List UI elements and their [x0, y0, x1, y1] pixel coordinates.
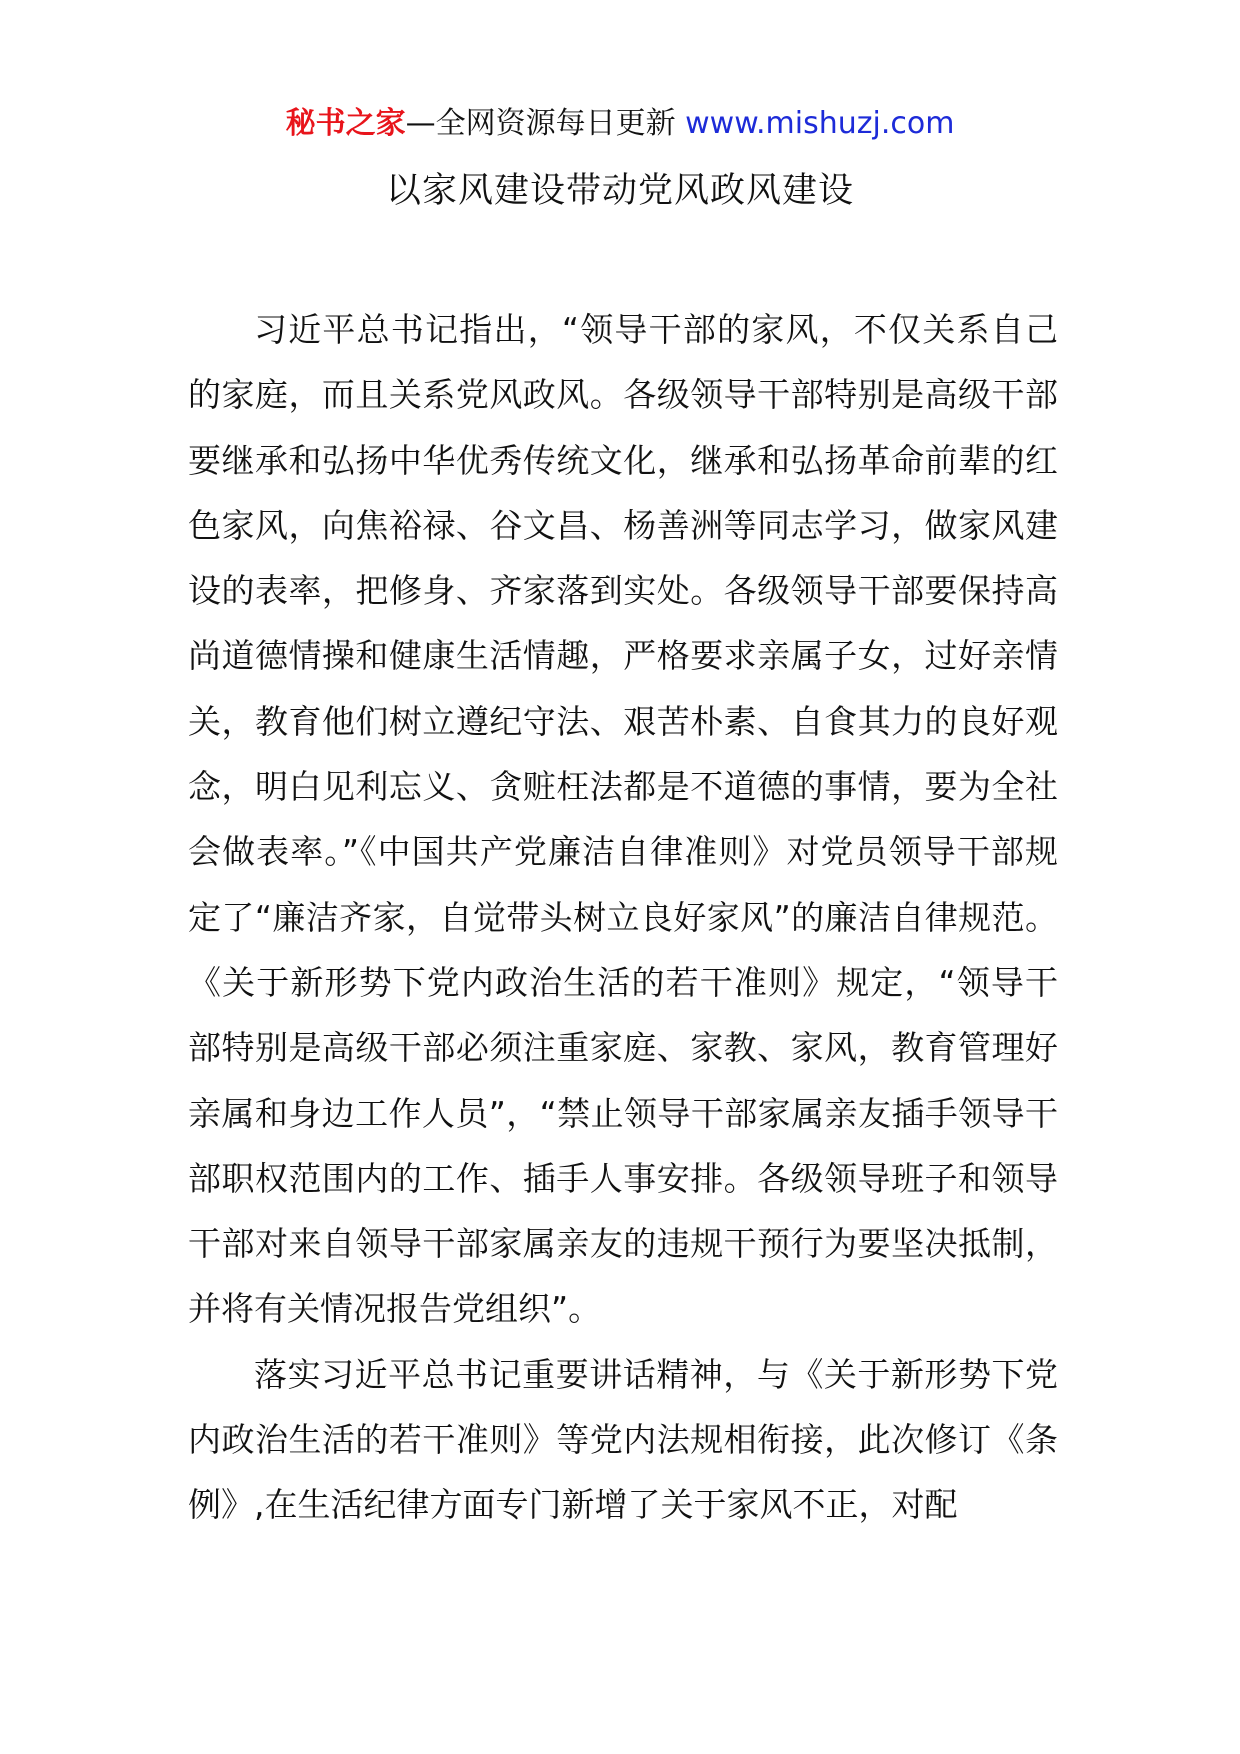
header-slogan: —全网资源每日更新: [405, 106, 676, 141]
brand-name: 秘书之家: [285, 106, 406, 141]
document-title: 以家风建设带动党风政风建设: [385, 171, 854, 211]
site-header: [0, 102, 1240, 146]
paragraph-1: 习近平总书记指出，“领导干部的家风，不仅关系自己的家庭，而且关系党风政风。各级领导干部特别是高级干部要继承和弘扬中华优秀传统文化，继承和弘扬革命前辈的红色家风，向焦裕禄、谷文昌、杨善洲等同志学习，做家风建设的表率，把修身、齐家落到实处。各级领导干部要保持高尚道德情操和健康生活情趣，严格要求亲属子女，过好亲情关，教育他们树立遵纪守法、艰苦朴素、自食其力的良好观念，明白见利忘义、贪赃枉法都是不道德的事情，要为全社会做表率。”《中国共产党廉洁自律准则》对党员领导干部规定了“廉洁齐家，自觉带头树立良好家风”的廉洁自律规范。《关于新形势下党内政治生活的若干准则》规定，“领导干部特别是高级干部必须注重家庭、家教、家风，教育管理好亲属和身边工作人员”，“禁止领导干部家属亲友插手领导干部职权范围内的工作、插手人事安排。各级领导班子和领导干部对来自领导干部家属亲友的违规干预行为要坚决抵制，并将有关情况报告党组织”。: [188, 310, 1058, 1329]
paragraph-2: 落实习近平总书记重要讲话精神，与《关于新形势下党内政治生活的若干准则》等党内法规相衔接，此次修订《条例》,在生活纪律方面专门新增了关于家风不正，对配: [188, 1354, 1058, 1525]
site-url-link[interactable]: www.mishuzj.com: [685, 106, 955, 141]
document-body: [188, 297, 1058, 1538]
